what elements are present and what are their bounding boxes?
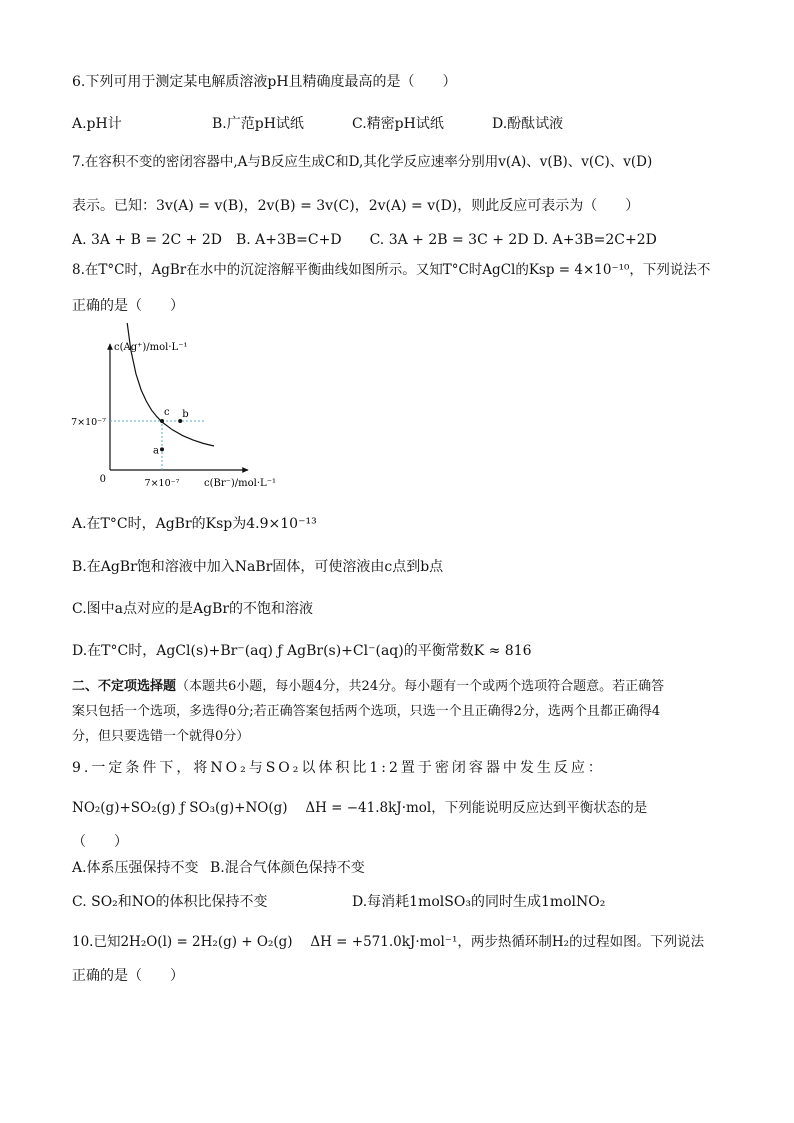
point-a — [160, 447, 164, 451]
y-axis-label: c(Ag⁺)/mol·L⁻¹ — [114, 342, 188, 353]
q7-stem-2: 表示。已知：3v(A) = v(B)，2v(B) = 3v(C)，2v(A) = v(D)，则此反应可表示为（ ） — [72, 198, 640, 214]
q9-stem: 9.一定条件下，将NO₂与SO₂以体积比1:2置于密闭容器中发生反应： — [72, 760, 605, 776]
x-axis-label: c(Br⁻)/mol·L⁻¹ — [204, 478, 276, 489]
q7-options: A. 3A + B = 2C + 2D B. A+3B=C+D C. 3A + 2B = 3C + 2D D. A+3B=2C+2D — [72, 232, 657, 248]
q8-option-d: D.在T°C时，AgCl(s)+Br⁻(aq) ƒ AgBr(s)+Cl⁻(aq)的平衡常数K ≈ 816 — [72, 643, 532, 659]
section-2-intro: （本题共6小题，每小题4分，共24分。每小题有一个或两个选项符合题意。若正确答 — [176, 679, 665, 694]
point-b-label: b — [182, 409, 189, 420]
point-a-label: a — [153, 445, 159, 457]
q6-option-a: A.pH计 — [72, 116, 122, 132]
q8-stem: 8.在T°C时，AgBr在水中的沉淀溶解平衡曲线如图所示。又知T°C时AgCl的Ksp = 4×10⁻¹⁰，下列说法不 — [72, 262, 711, 278]
q7-stem: 7.在容积不变的密闭容器中,A与B反应生成C和D,其化学反应速率分别用v(A)、v(B)、v(C)、v(D) — [72, 154, 653, 170]
section-2-line-3: 分，但只要选错一个就得0分） — [72, 729, 250, 744]
q6-stem: 6.下列可用于测定某电解质溶液pH且精确度最高的是（ ） — [72, 74, 457, 90]
agbr-solubility-chart — [71, 334, 288, 494]
q6-option-d: D.酚酞试液 — [492, 116, 564, 132]
q8-option-c: C.图中a点对应的是AgBr的不饱和溶液 — [72, 601, 314, 617]
x-tick-label: 7×10⁻⁷ — [144, 478, 180, 489]
origin-label: 0 — [99, 474, 106, 485]
point-c-label: c — [164, 407, 170, 418]
q9-equation: NO₂(g)+SO₂(g) ƒ SO₃(g)+NO(g) ΔH = −41.8kJ·mol，下列能说明反应达到平衡状态的是 — [72, 800, 648, 816]
q10-stem-2: 正确的是（ ） — [72, 968, 184, 984]
y-tick-label: 7×10⁻⁷ — [71, 417, 106, 428]
q9-option-b: B.混合气体颜色保持不变 — [210, 860, 365, 876]
section-2-title: 二、不定项选择题 — [72, 679, 177, 694]
section-2-line-1 — [72, 677, 664, 697]
q8-option-b: B.在AgBr饱和溶液中加入NaBr固体，可使溶液由c点到b点 — [72, 559, 444, 575]
q9-answer-paren: （ ） — [72, 834, 128, 850]
q6-option-c: C.精密pH试纸 — [352, 116, 444, 132]
q6-option-b: B.广范pH试纸 — [212, 116, 304, 132]
section-2-line-2: 案只包括一个选项，多选得0分;若正确答案包括两个选项，只选一个且正确得2分，选两个且都正确得4 — [72, 704, 661, 719]
point-c — [160, 419, 164, 423]
q10-stem: 10.已知2H₂O(l) = 2H₂(g) + O₂(g) ΔH = +571.0kJ·mol⁻¹，两步热循环制H₂的过程如图。下列说法 — [72, 934, 705, 950]
q9-option-a: A.体系压强保持不变 — [72, 860, 199, 876]
q8-stem-2: 正确的是（ ） — [72, 298, 184, 314]
q9-option-c: C. SO₂和NO的体积比保持不变 — [72, 894, 268, 910]
q9-option-d: D.每消耗1molSO₃的同时生成1molNO₂ — [352, 894, 606, 910]
q8-option-a: A.在T°C时，AgBr的Ksp为4.9×10⁻¹³ — [72, 516, 317, 532]
